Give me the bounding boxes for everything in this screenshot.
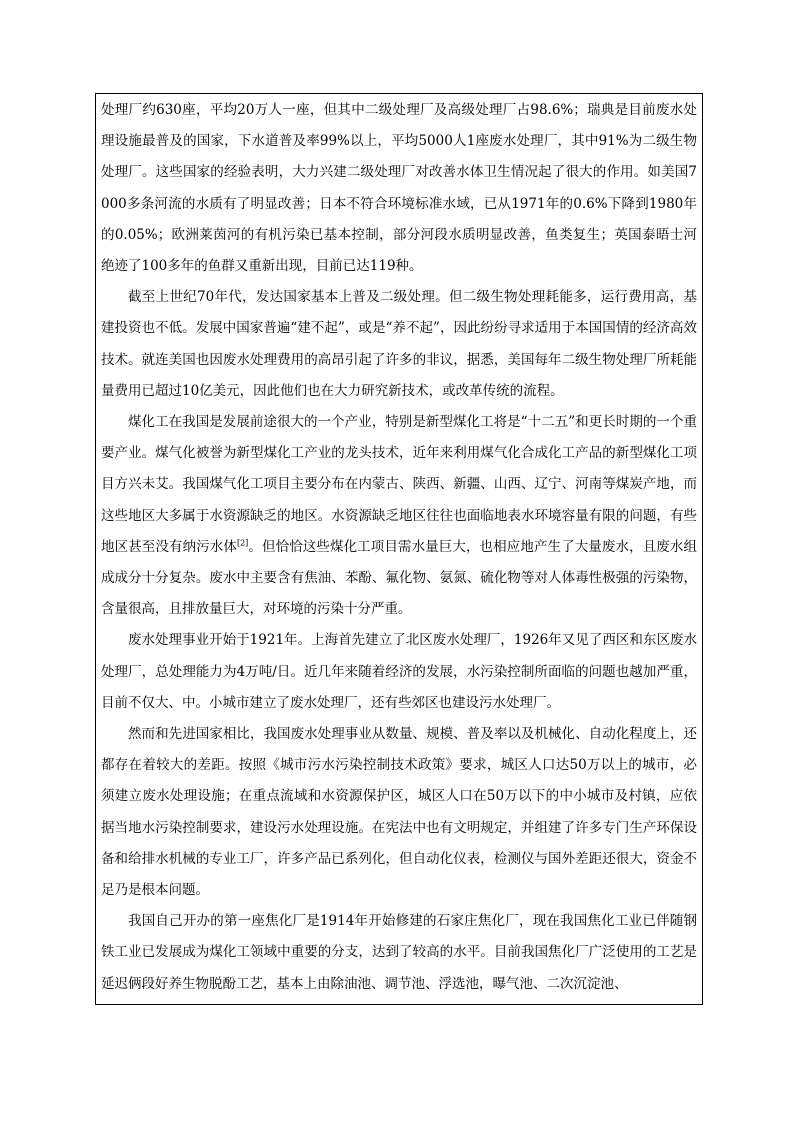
paragraph-3	[101, 407, 697, 625]
paragraph-4: 废水处理事业开始于1921年。上海首先建立了北区废水处理厂，1926年又见了西区和东区废水处理厂，总处理能力为4万吨/日。近几年来随着经济的发展，水污染控制所面临的问题也越加严重，目前不仅大、中。小城市建立了废水处理厂，还有些郊区也建设污水处理厂。	[101, 632, 697, 711]
citation-reference: [2]	[236, 538, 249, 548]
document-body	[101, 95, 697, 1000]
paragraph-5: 然而和先进国家相比，我国废水处理事业从数量、规模、普及率以及机械化、自动化程度上，还都存在着较大的差距。按照《城市污水污染控制技术政策》要求，城区人口达50万以上的城市，必须建立废水处理设施；在重点流域和水资源保护区，城区人口在50万以下的中小城市及村镇，应依据当地水污染控制要求，建设污水处理设施。在宪法中也有文明规定，并组建了许多专门生产环保设备和给排水机械的专业工厂，许多产品已系列化，但自动化仪表，检测仪与国外差距还很大，资金不足乃是根本问题。	[101, 726, 697, 899]
paragraph-3-text-before: 煤化工在我国是发展前途很大的一个产业，特别是新型煤化工将是“十二五”和更长时期的一个重要产业。煤气化被誉为新型煤化工产业的龙头技术，近年来利用煤气化合成化工产品的新型煤化工项目方兴未艾。我国煤气化工项目主要分布在内蒙古、陕西、新疆、山西、辽宁、河南等煤炭产地，而这些地区大多属于水资源缺乏的地区。水资源缺乏地区往往也面临地表水环境容量有限的问题，有些地区甚至没有纳污水体	[101, 414, 697, 555]
paragraph-6: 我国自己开办的第一座焦化厂是1914年开始修建的石家庄焦化厂，现在我国焦化工业已伴随钢铁工业已发展成为煤化工领域中重要的分支，达到了较高的水平。目前我国焦化厂广泛使用的工艺是延迟俩段好养生物脱酚工艺，基本上由除油池、调节池、浮选池，曝气池、二次沉淀池、	[101, 913, 697, 992]
paragraph-1: 处理厂约630座，平均20万人一座，但其中二级处理厂及高级处理厂占98.6%；瑞典是目前废水处理设施最普及的国家，下水道普及率99%以上，平均5000人1座废水处理厂，其中91%为二级生物处理厂。这些国家的经验表明，大力兴建二级处理厂对改善水体卫生情况起了很大的作用。如美国7000多条河流的水质有了明显改善；日本不符合环境标准水域，已从1971年的0.6%下降到1980年的0.05%；欧洲莱茵河的有机污染已基本控制，部分河段水质明显改善，鱼类复生；英国泰晤士河绝迹了100多年的鱼群又重新出现，目前已达119种。	[101, 102, 697, 275]
paragraph-2: 截至上世纪70年代，发达国家基本上普及二级处理。但二级生物处理耗能多，运行费用高，基建投资也不低。发展中国家普遍“建不起”，或是“养不起”，因此纷纷寻求适用于本国国情的经济高效技术。就连美国也因废水处理费用的高昂引起了许多的非议，据悉，美国每年二级生物处理厂所耗能量费用已超过10亿美元，因此他们也在大力研究新技术，或改革传统的流程。	[101, 289, 697, 399]
paragraph-3-text-after: 。但恰恰这些煤化工项目需水量巨大，也相应地产生了大量废水，且废水组成成分十分复杂。废水中主要含有焦油、苯酚、氟化物、氨氮、硫化物等对人体毒性极强的污染物，含量很高，且排放量巨大，对环境的污染十分严重。	[101, 538, 698, 618]
